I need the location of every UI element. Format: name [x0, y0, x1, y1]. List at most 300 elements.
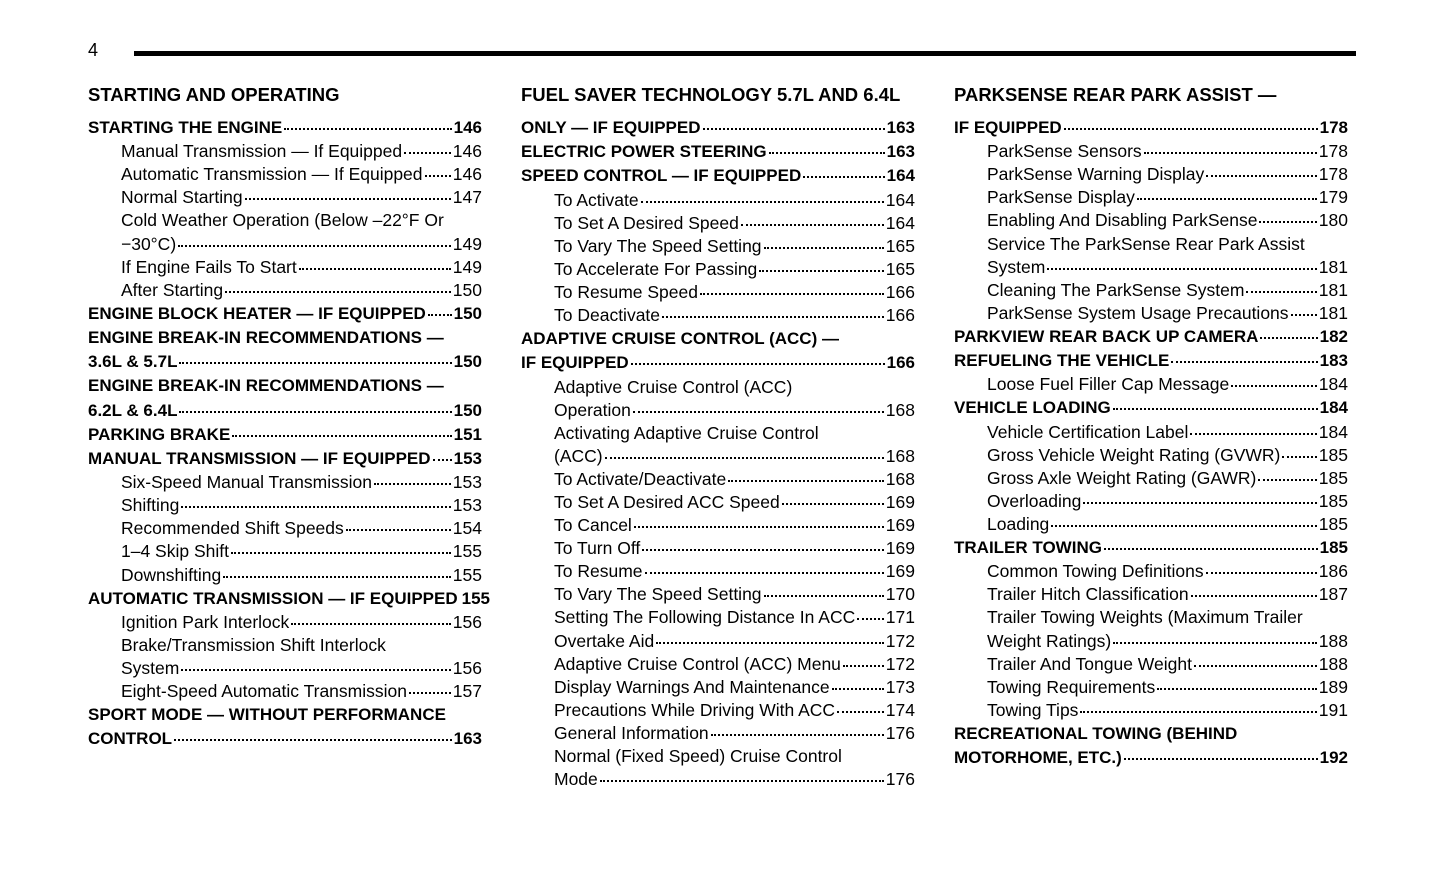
toc-entry-title: To Vary The Speed Setting	[554, 584, 762, 605]
toc-entry-page: 184	[1318, 421, 1348, 442]
dot-leader	[703, 128, 885, 130]
toc-entry-title: Normal Starting	[121, 187, 243, 208]
toc-entry-page: 165	[885, 258, 915, 279]
toc-entry-title: Loose Fuel Filler Cap Message	[987, 374, 1230, 395]
toc-entry-page: 186	[1318, 561, 1348, 582]
toc-entry-page: 163	[453, 729, 482, 749]
page-number: 4	[88, 40, 99, 60]
toc-entry-page: 168	[885, 468, 915, 489]
dot-leader	[1157, 688, 1317, 690]
toc-entry-page: 149	[452, 233, 482, 254]
toc-entry-page: 147	[452, 187, 482, 208]
toc-entry-title: Adaptive Cruise Control (ACC) Menu	[554, 653, 841, 674]
toc-entry-title-line[interactable]: Trailer Towing Weights (Maximum Trailer	[987, 607, 1303, 628]
dot-leader	[1083, 502, 1316, 504]
toc-entry[interactable]	[954, 373, 1348, 396]
dot-leader	[346, 529, 451, 531]
toc-entry-title: PARKVIEW REAR BACK UP CAMERA	[954, 326, 1259, 346]
toc-entry-title: To Set A Desired Speed	[554, 212, 739, 233]
toc-entry-title: MOTORHOME, ETC.)	[954, 748, 1122, 768]
toc-entry-title: Weight Ratings)	[987, 630, 1112, 651]
toc-entry-title: Display Warnings And Maintenance	[554, 676, 830, 697]
toc-entry[interactable]	[954, 560, 1348, 583]
toc-entry-title: To Resume Speed	[554, 281, 698, 302]
dot-leader	[645, 572, 884, 574]
dot-leader	[404, 152, 451, 154]
toc-entries	[88, 116, 490, 752]
toc-entry-title-line[interactable]: Service The ParkSense Rear Park Assist	[987, 233, 1305, 254]
toc-entry[interactable]	[521, 281, 915, 304]
toc-entry[interactable]	[521, 722, 915, 745]
toc-entry-page: 165	[885, 235, 915, 256]
toc-entry-page: 168	[885, 399, 915, 420]
toc-entry-title: REFUELING THE VEHICLE	[954, 351, 1170, 371]
toc-entry-title: To Resume	[554, 561, 643, 582]
toc-entry-page: 189	[1318, 676, 1348, 697]
toc-entry-title: Gross Vehicle Weight Rating (GVWR)	[987, 444, 1281, 465]
toc-entry[interactable]	[88, 611, 482, 634]
dot-leader	[1104, 548, 1318, 550]
dot-leader	[700, 293, 884, 295]
dot-leader	[1206, 572, 1317, 574]
dot-leader	[1206, 175, 1317, 177]
dot-leader	[600, 780, 884, 782]
dot-leader	[832, 688, 884, 690]
toc-entry-title: System	[121, 658, 180, 678]
toc-entry-title: Gross Axle Weight Rating (GAWR)	[987, 467, 1257, 488]
toc-entry-title: IF EQUIPPED	[521, 353, 629, 373]
dot-leader	[428, 314, 452, 316]
toc-entry-title-line[interactable]: Brake/Transmission Shift Interlock	[121, 634, 386, 655]
dot-leader	[1258, 479, 1316, 481]
toc-entry-title: ParkSense System Usage Precautions	[987, 302, 1289, 323]
toc-entry[interactable]	[521, 653, 915, 676]
toc-entry-title: To Accelerate For Passing	[554, 258, 758, 279]
dot-leader	[433, 459, 452, 461]
dot-leader	[374, 483, 451, 485]
dot-leader	[1144, 152, 1317, 154]
toc-entry-title: Towing Tips	[987, 699, 1079, 720]
toc-entry-page: 185	[1319, 538, 1348, 558]
toc-entry[interactable]	[88, 657, 482, 680]
toc-entry-page: 157	[452, 681, 482, 702]
toc-entry-title: Setting The Following Distance In ACC	[554, 607, 856, 628]
dot-leader	[728, 480, 884, 482]
toc-entry-title: Automatic Transmission — If Equipped	[121, 164, 423, 185]
dot-leader	[642, 549, 884, 551]
toc-entry[interactable]	[521, 514, 915, 537]
toc-entry-page: 180	[1318, 210, 1348, 231]
toc-entry-title: To Vary The Speed Setting	[554, 235, 762, 256]
toc-entry[interactable]	[954, 163, 1348, 186]
dot-leader	[837, 711, 884, 713]
toc-entry-page: 178	[1318, 164, 1348, 185]
toc-entry-page: 150	[453, 400, 482, 420]
toc-entry-page: 146	[452, 164, 482, 185]
toc-entry-title: Common Towing Definitions	[987, 561, 1204, 582]
toc-entry-page: 170	[885, 584, 915, 605]
toc-entry[interactable]	[954, 256, 1348, 279]
toc-entry-title-line[interactable]: ENGINE BREAK-IN RECOMMENDATIONS —	[88, 328, 444, 348]
toc-entry-title: Ignition Park Interlock	[121, 611, 290, 632]
toc-entry-page: 169	[885, 538, 915, 559]
dot-leader	[299, 268, 451, 270]
toc-entry-title-line[interactable]: RECREATIONAL TOWING (BEHIND	[954, 723, 1238, 743]
toc-entry-page: 151	[453, 424, 482, 444]
toc-entry-page: 164	[885, 212, 915, 233]
dot-leader	[759, 270, 884, 272]
toc-entry[interactable]	[954, 653, 1348, 676]
dot-leader	[782, 503, 884, 505]
toc-entry-page: 150	[453, 352, 482, 372]
toc-entry-page: 181	[1318, 302, 1348, 323]
toc-entry-page: 166	[886, 353, 915, 373]
dot-leader	[1231, 385, 1317, 387]
toc-entry-title: MANUAL TRANSMISSION — IF EQUIPPED	[88, 448, 431, 468]
toc-entry[interactable]	[954, 630, 1348, 653]
toc-entry[interactable]	[521, 583, 915, 606]
toc-entry[interactable]	[521, 351, 915, 375]
toc-entry-page: 183	[1319, 351, 1348, 371]
toc-entry-page: 146	[453, 118, 482, 137]
toc-entry-title: Trailer Hitch Classification	[987, 584, 1189, 605]
toc-entry[interactable]	[954, 676, 1348, 699]
dot-leader	[1064, 128, 1318, 130]
dot-leader	[764, 247, 884, 249]
toc-entry[interactable]	[88, 447, 482, 471]
toc-entry-page: 184	[1318, 374, 1348, 395]
dot-leader	[181, 669, 450, 671]
toc-entry-title: 1–4 Skip Shift	[121, 541, 229, 562]
toc-entry-page: 169	[885, 491, 915, 512]
dot-leader	[1282, 456, 1316, 458]
toc-entry[interactable]	[88, 564, 482, 587]
dot-leader	[641, 201, 884, 203]
toc-entry[interactable]	[88, 494, 482, 517]
toc-entry-title: To Activate/Deactivate	[554, 468, 727, 489]
toc-entry[interactable]	[521, 606, 915, 629]
toc-entry-page: 179	[1318, 187, 1348, 208]
toc-entry-title: AUTOMATIC TRANSMISSION — IF EQUIPPED	[88, 588, 458, 608]
toc-entry-page: 188	[1318, 653, 1348, 674]
toc-entry[interactable]	[88, 727, 482, 751]
toc-entry[interactable]	[88, 279, 482, 302]
toc-entry[interactable]	[521, 537, 915, 560]
dot-leader	[1124, 758, 1318, 760]
dot-leader	[711, 734, 884, 736]
dot-leader	[857, 618, 884, 620]
toc-entry-title: STARTING THE ENGINE	[88, 118, 283, 137]
toc-entry[interactable]	[954, 699, 1348, 722]
dot-leader	[425, 175, 451, 177]
toc-entry-page: 185	[1318, 444, 1348, 465]
dot-leader	[803, 176, 884, 178]
dot-leader	[1194, 665, 1317, 667]
dot-leader	[1190, 433, 1316, 435]
toc-entry-page: 181	[1318, 279, 1348, 300]
toc-entry[interactable]	[521, 630, 915, 653]
toc-entry-title: Shifting	[121, 495, 180, 516]
dot-leader	[178, 245, 451, 247]
toc-entry[interactable]	[521, 235, 915, 258]
toc-entry-page: 166	[885, 281, 915, 302]
toc-entry-title-line[interactable]: ENGINE BREAK-IN RECOMMENDATIONS —	[88, 376, 444, 396]
dot-leader	[1113, 408, 1318, 410]
toc-entry-page: 172	[885, 630, 915, 651]
dot-leader	[179, 411, 451, 413]
toc-entry-title: Vehicle Certification Label	[987, 421, 1189, 442]
toc-entry-title: Trailer And Tongue Weight	[987, 653, 1192, 674]
toc-entry-page: 155	[461, 588, 490, 608]
dot-leader	[231, 552, 451, 554]
toc-entry-page: 185	[1318, 513, 1348, 534]
toc-entry-page: 168	[885, 445, 915, 466]
toc-entry-page: 169	[885, 561, 915, 582]
toc-entry-title: CONTROL	[88, 729, 173, 749]
toc-entry-title-line[interactable]: SPORT MODE — WITHOUT PERFORMANCE	[88, 705, 446, 725]
toc-entry-page: 155	[452, 541, 482, 562]
toc-entry-page: 192	[1319, 748, 1348, 768]
dot-leader	[633, 411, 884, 413]
toc-entry-title: ParkSense Warning Display	[987, 164, 1205, 185]
toc-entry-page: 150	[452, 279, 482, 300]
toc-entry[interactable]	[88, 540, 482, 563]
toc-entry-title: −30°C)	[121, 233, 177, 254]
toc-entry-title: 6.2L & 6.4L	[88, 400, 178, 420]
toc-entry-page: 178	[1318, 141, 1348, 162]
toc-entry-title-line[interactable]: ADAPTIVE CRUISE CONTROL (ACC) —	[521, 329, 839, 349]
dot-leader	[291, 623, 451, 625]
toc-entry-title: ParkSense Sensors	[987, 141, 1142, 162]
toc-entry-title: ENGINE BLOCK HEATER — IF EQUIPPED	[88, 303, 426, 323]
toc-entry-page: 163	[886, 118, 915, 137]
toc-entry-page: 146	[452, 141, 482, 162]
toc-entry[interactable]	[521, 189, 915, 212]
toc-entries	[954, 116, 1348, 770]
dot-leader	[1080, 711, 1316, 713]
toc-entry-title-line[interactable]: Activating Adaptive Cruise Control	[554, 422, 819, 443]
dot-leader	[1259, 221, 1316, 223]
dot-leader	[605, 457, 884, 459]
toc-entry-page: 181	[1318, 256, 1348, 277]
toc-entry[interactable]	[521, 676, 915, 699]
toc-entry-title: ELECTRIC POWER STEERING	[521, 142, 767, 162]
toc-entry[interactable]	[521, 164, 915, 188]
toc-entry-page: 153	[452, 472, 482, 493]
toc-entry-page: 150	[453, 303, 482, 323]
dot-leader	[1113, 642, 1317, 644]
toc-entry-title: Downshifting	[121, 564, 222, 585]
toc-entry-page: 188	[1318, 630, 1348, 651]
toc-entry-title: TRAILER TOWING	[954, 538, 1102, 558]
toc-entry[interactable]	[521, 116, 915, 140]
toc-entry-title: Cleaning The ParkSense System	[987, 279, 1245, 300]
toc-entry[interactable]	[88, 233, 482, 256]
toc-entry-title: After Starting	[121, 279, 224, 300]
toc-entry[interactable]	[954, 583, 1348, 606]
toc-entry-title: Eight-Speed Automatic Transmission	[121, 681, 407, 702]
toc-entry-page: 164	[886, 166, 915, 186]
toc-entry-page: 156	[452, 611, 482, 632]
toc-entry[interactable]	[88, 399, 482, 423]
toc-entry[interactable]	[954, 746, 1348, 770]
toc-entry-title: Operation	[554, 399, 631, 420]
toc-entry-title: Loading	[987, 513, 1050, 534]
toc-entry[interactable]	[88, 256, 482, 279]
dot-leader	[741, 224, 884, 226]
dot-leader	[1260, 337, 1317, 339]
toc-entry[interactable]	[521, 212, 915, 235]
toc-entry[interactable]	[954, 116, 1348, 140]
section-heading: FUEL SAVER TECHNOLOGY 5.7L AND 6.4L	[521, 84, 901, 105]
header-rule	[134, 51, 1356, 56]
toc-entry-title: PARKING BRAKE	[88, 424, 231, 444]
toc-entry-title: IF EQUIPPED	[954, 118, 1062, 137]
toc-entry-title: Overloading	[987, 490, 1082, 511]
toc-entry-page: 187	[1318, 584, 1348, 605]
toc-entry[interactable]	[521, 468, 915, 491]
dot-leader	[174, 739, 452, 741]
toc-entry-title-line[interactable]: Adaptive Cruise Control (ACC)	[554, 376, 793, 397]
toc-entry[interactable]	[954, 421, 1348, 444]
toc-entry[interactable]	[954, 536, 1348, 560]
toc-entry-page: 153	[452, 495, 482, 516]
dot-leader	[1047, 268, 1316, 270]
toc-entry[interactable]	[954, 513, 1348, 536]
toc-entry-title: Precautions While Driving With ACC	[554, 699, 836, 720]
toc-entry-title: To Cancel	[554, 515, 632, 536]
toc-entry-page: 153	[453, 448, 482, 468]
toc-entry[interactable]	[954, 490, 1348, 513]
dot-leader	[1291, 314, 1317, 316]
toc-entry[interactable]	[954, 186, 1348, 209]
dot-leader	[225, 291, 451, 293]
toc-entry-title: Overtake Aid	[554, 630, 655, 651]
dot-leader	[634, 526, 884, 528]
toc-entry-title: ParkSense Display	[987, 187, 1135, 208]
dot-leader	[1171, 361, 1317, 363]
toc-entry[interactable]	[954, 140, 1348, 163]
toc-entry-page: 176	[885, 769, 915, 790]
toc-entry-title: To Activate	[554, 189, 639, 210]
toc-entry[interactable]	[954, 396, 1348, 420]
dot-leader	[284, 128, 451, 130]
toc-entry-title: Manual Transmission — If Equipped	[121, 141, 403, 162]
toc-entry-page: 174	[885, 699, 915, 720]
toc-column-2	[521, 82, 915, 791]
dot-leader	[843, 665, 884, 667]
toc-entry[interactable]	[88, 186, 482, 209]
toc-entry[interactable]	[521, 699, 915, 722]
toc-entry-page: 182	[1319, 326, 1348, 346]
toc-entry-page: 172	[885, 653, 915, 674]
toc-entry[interactable]	[521, 140, 915, 164]
toc-entry-title: System	[987, 256, 1046, 277]
toc-entry-page: 184	[1319, 398, 1348, 418]
toc-entry-page: 166	[885, 305, 915, 326]
toc-entry[interactable]	[88, 517, 482, 540]
toc-entry[interactable]	[954, 349, 1348, 373]
toc-entry[interactable]	[521, 768, 915, 791]
toc-entry[interactable]	[88, 680, 482, 703]
toc-entry-title: To Deactivate	[554, 305, 661, 326]
toc-entry-page: 173	[885, 676, 915, 697]
toc-entry-page: 176	[885, 722, 915, 743]
dot-leader	[1191, 595, 1317, 597]
toc-entry-title-line[interactable]: Normal (Fixed Speed) Cruise Control	[554, 746, 842, 766]
toc-entry-page: 178	[1319, 118, 1348, 137]
toc-entry[interactable]	[954, 279, 1348, 302]
section-heading: STARTING AND OPERATING	[88, 84, 340, 105]
toc-entry-title: General Information	[554, 722, 709, 743]
toc-entry[interactable]	[521, 258, 915, 281]
toc-column-3	[954, 82, 1348, 770]
dot-leader	[656, 642, 884, 644]
toc-entry[interactable]	[88, 587, 490, 611]
toc-entry-page: 163	[886, 142, 915, 162]
dot-leader	[662, 316, 884, 318]
dot-leader	[223, 576, 451, 578]
section-heading: PARKSENSE REAR PARK ASSIST —	[954, 84, 1277, 105]
toc-entry-title: Enabling And Disabling ParkSense	[987, 210, 1258, 231]
toc-entry[interactable]	[88, 302, 482, 326]
toc-entry[interactable]	[954, 444, 1348, 467]
toc-entry-page: 185	[1318, 490, 1348, 511]
dot-leader	[409, 692, 451, 694]
toc-entry[interactable]	[954, 302, 1348, 325]
dot-leader	[245, 198, 451, 200]
toc-entry[interactable]	[521, 445, 915, 468]
toc-entry[interactable]	[954, 209, 1348, 232]
dot-leader	[1137, 198, 1317, 200]
dot-leader	[769, 152, 885, 154]
dot-leader	[181, 506, 450, 508]
toc-entry-title: Mode	[554, 769, 598, 790]
toc-entry-page: 185	[1318, 467, 1348, 488]
toc-entry-page: 156	[452, 658, 482, 678]
toc-entry[interactable]	[521, 560, 915, 583]
toc-entry-title: VEHICLE LOADING	[954, 398, 1111, 418]
toc-entry[interactable]	[521, 304, 915, 327]
toc-entry-title-line[interactable]: Cold Weather Operation (Below –22°F Or	[121, 210, 444, 231]
toc-entry[interactable]	[88, 163, 482, 186]
dot-leader	[631, 363, 885, 365]
toc-entry[interactable]	[521, 399, 915, 422]
dot-leader	[1246, 291, 1316, 293]
toc-entry[interactable]	[88, 350, 482, 374]
toc-entry-title: Six-Speed Manual Transmission	[121, 472, 372, 493]
dot-leader	[232, 435, 451, 437]
toc-entry-title: To Turn Off	[554, 538, 641, 559]
toc-entry-page: 154	[452, 518, 482, 539]
toc-entry[interactable]	[88, 471, 482, 494]
toc-entry[interactable]	[521, 491, 915, 514]
toc-entry[interactable]	[954, 467, 1348, 490]
toc-entry[interactable]	[88, 140, 482, 163]
toc-entry-page: 191	[1318, 699, 1348, 720]
dot-leader	[764, 595, 884, 597]
toc-column-1	[88, 82, 490, 752]
toc-entry-page: 164	[885, 189, 915, 210]
toc-entries	[521, 116, 915, 791]
toc-entry-page: 169	[885, 515, 915, 536]
toc-entry[interactable]	[88, 116, 482, 140]
toc-entry-page: 155	[452, 564, 482, 585]
toc-entry[interactable]	[88, 423, 482, 447]
toc-entry-title: If Engine Fails To Start	[121, 256, 297, 277]
dot-leader	[1051, 525, 1317, 527]
toc-entry[interactable]	[954, 325, 1348, 349]
